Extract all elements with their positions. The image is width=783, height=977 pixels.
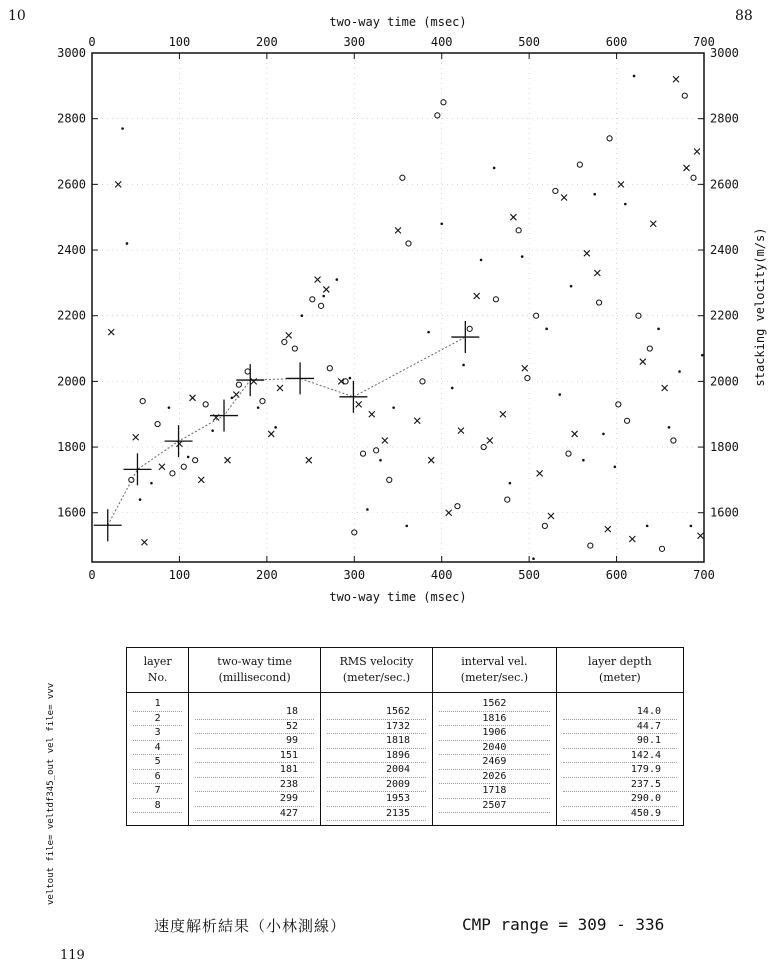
- scatter-cross: [684, 165, 690, 171]
- x-tick-label-top: 0: [88, 35, 96, 49]
- table-cell-rms-velocity: 1818: [327, 734, 426, 749]
- x-tick-label-bottom: 700: [693, 568, 715, 582]
- scatter-cross: [108, 329, 114, 335]
- scatter-cross: [584, 250, 590, 256]
- column-layer-depth: [556, 693, 683, 826]
- scatter-cross: [382, 437, 388, 443]
- scatter-cross: [605, 526, 611, 532]
- scatter-dot: [582, 459, 585, 462]
- header-two-way-time: two-way time (millisecond): [189, 648, 321, 693]
- scatter-circle: [352, 530, 357, 535]
- scatter-cross: [225, 457, 231, 463]
- velocity-pick-line: [108, 337, 466, 525]
- scatter-marks: [108, 75, 703, 560]
- table-cell-interval-vel: 2026: [439, 770, 550, 785]
- table-cell-layer-depth: 450.9: [563, 807, 677, 822]
- x-tick-label-bottom: 300: [343, 568, 366, 582]
- y-tick-label-right: 2000: [710, 374, 739, 389]
- scatter-circle: [505, 497, 510, 502]
- table-cell-layer-no: 1: [133, 697, 182, 712]
- table-cell-two-way-time: 427: [195, 807, 314, 822]
- layer-velocity-table: [126, 647, 684, 826]
- scatter-dot: [593, 193, 596, 196]
- scatter-dot: [274, 426, 277, 429]
- y-tick-label-left: 2400: [57, 243, 86, 258]
- scatter-dot: [690, 525, 693, 528]
- y-tick-label-left: 3000: [57, 46, 86, 60]
- scatter-dot: [678, 370, 681, 373]
- scatter-circle: [671, 438, 676, 443]
- scatter-circle: [181, 464, 186, 469]
- table-cell-two-way-time: 238: [195, 778, 314, 793]
- velocity-pick-crosshair: [210, 400, 238, 432]
- scatter-dot: [301, 314, 304, 317]
- scatter-cross: [548, 513, 554, 519]
- scatter-cross: [198, 477, 204, 483]
- scatter-circle: [682, 93, 687, 98]
- scatter-circle: [236, 382, 241, 387]
- scatter-cross: [251, 378, 257, 384]
- x-tick-label-bottom: 200: [256, 568, 278, 582]
- x-tick-label-bottom: 100: [168, 568, 191, 582]
- caption-cmp-range: CMP range = 309 - 336: [462, 915, 665, 934]
- table-cell-layer-depth: 179.9: [563, 763, 677, 778]
- scatter-cross: [650, 221, 656, 227]
- table-cell-rms-velocity: 2135: [327, 807, 426, 822]
- y-tick-label-left: 1800: [57, 440, 86, 455]
- file-info-side-label: veltout file= veltdf345_out vel file= vvv: [46, 682, 56, 905]
- scatter-circle: [493, 297, 498, 302]
- scatter-cross: [190, 395, 196, 401]
- scatter-dot: [558, 393, 561, 396]
- scatter-dot: [570, 285, 573, 288]
- y-tick-label-right: 2400: [710, 243, 739, 258]
- table-cell-two-way-time: 18: [195, 705, 314, 720]
- velocity-pick-crosshair: [165, 425, 193, 457]
- scatter-circle: [691, 175, 696, 180]
- scatter-cross: [537, 470, 543, 476]
- scatter-circle: [374, 448, 379, 453]
- scatter-cross: [618, 181, 624, 187]
- scatter-cross: [286, 332, 292, 338]
- scatter-dot: [480, 259, 483, 262]
- scatter-cross: [673, 76, 679, 82]
- caption-japanese: 速度解析結果（小林測線）: [154, 917, 347, 935]
- x-tick-label-top: 600: [605, 35, 628, 49]
- scatter-circle: [155, 421, 160, 426]
- table-cell-rms-velocity: 1562: [327, 705, 426, 720]
- y-tick-label-right: 2600: [710, 177, 739, 192]
- scatter-circle: [607, 136, 612, 141]
- table-cell-rms-velocity: 2004: [327, 763, 426, 778]
- table-cell-layer-depth: 290.0: [563, 792, 677, 807]
- scatter-circle: [596, 300, 601, 305]
- column-two-way-time: [189, 693, 321, 826]
- scatter-dot: [168, 406, 171, 409]
- scatter-cross: [141, 539, 147, 545]
- table-cell-layer-no: 3: [133, 726, 182, 741]
- y-tick-label-left: 2800: [57, 111, 86, 126]
- velocity-pick-crosshair: [123, 453, 151, 485]
- scatter-dot: [493, 167, 496, 170]
- table-cell-two-way-time: 299: [195, 792, 314, 807]
- scatter-circle: [245, 369, 250, 374]
- y-tick-label-left: 2000: [57, 374, 86, 389]
- scatter-circle: [577, 162, 582, 167]
- table-cell-interval-vel: 1718: [439, 784, 550, 799]
- scatter-circle: [170, 471, 175, 476]
- x-tick-label-top: 100: [168, 35, 191, 49]
- scatter-circle: [406, 241, 411, 246]
- scatter-cross: [474, 293, 480, 299]
- scatter-circle: [441, 100, 446, 105]
- table-cell-two-way-time: 151: [195, 749, 314, 764]
- scatter-circle: [636, 313, 641, 318]
- scatter-cross: [572, 431, 578, 437]
- scatter-circle: [553, 188, 558, 193]
- scatter-circle: [566, 451, 571, 456]
- scatter-circle: [481, 444, 486, 449]
- scatter-cross: [306, 457, 312, 463]
- scatter-dot: [405, 525, 408, 528]
- scatter-cross: [115, 181, 121, 187]
- velocity-pick-crosshair: [286, 362, 314, 394]
- scatter-cross: [694, 149, 700, 155]
- scatter-circle: [140, 398, 145, 403]
- scatter-circle: [387, 477, 392, 482]
- header-layer-depth: layer depth (meter): [556, 648, 683, 693]
- scatter-circle: [467, 326, 472, 331]
- scatter-dot: [646, 525, 649, 528]
- scatter-circle: [203, 402, 208, 407]
- scatter-dot: [211, 429, 214, 432]
- table-cell-rms-velocity: 1953: [327, 792, 426, 807]
- scatter-dot: [366, 508, 369, 511]
- page-number-left: 10: [8, 8, 26, 24]
- table-cell-layer-no: 7: [133, 784, 182, 799]
- table-cell-interval-vel: 1906: [439, 726, 550, 741]
- scatter-circle: [292, 346, 297, 351]
- scatter-circle: [400, 175, 405, 180]
- scatter-circle: [588, 543, 593, 548]
- scatter-circle: [616, 402, 621, 407]
- plot-frame: [92, 53, 704, 562]
- table-cell-layer-depth: 142.4: [563, 749, 677, 764]
- scatter-circle: [516, 228, 521, 233]
- table-cell-layer-no: 6: [133, 770, 182, 785]
- page-number-right: 88: [735, 8, 753, 24]
- table-cell-interval-vel: 1562: [439, 697, 550, 712]
- scatter-cross: [698, 533, 704, 539]
- table-cell-rms-velocity: 2009: [327, 778, 426, 793]
- scatter-circle: [360, 451, 365, 456]
- x-axis-label-bottom: two-way time (msec): [329, 590, 467, 604]
- x-tick-label-top: 300: [343, 35, 366, 49]
- scatter-cross: [414, 418, 420, 424]
- y-axis-label-right: stacking velocity(m/s): [753, 227, 767, 387]
- x-tick-label-top: 700: [693, 35, 715, 49]
- scatter-dot: [521, 255, 524, 258]
- scatter-dot: [336, 278, 339, 281]
- scatter-dot: [624, 203, 627, 206]
- scatter-circle: [327, 366, 332, 371]
- scatter-dot: [150, 482, 153, 485]
- scatter-cross: [662, 385, 668, 391]
- column-layer-no: [127, 693, 189, 826]
- scatter-dot: [668, 426, 671, 429]
- table-cell-two-way-time: 99: [195, 734, 314, 749]
- scatter-dot: [532, 557, 535, 560]
- y-tick-label-right: 1800: [710, 440, 739, 455]
- y-tick-label-left: 1600: [57, 505, 86, 520]
- table-cell-interval-vel: 2507: [439, 799, 550, 814]
- scatter-dot: [427, 331, 430, 334]
- x-tick-label-bottom: 0: [88, 568, 96, 582]
- scatter-dot: [187, 456, 190, 459]
- scatter-cross: [315, 277, 321, 283]
- scatter-circle: [624, 418, 629, 423]
- velocity-pick-crosshair: [236, 364, 264, 396]
- scatter-circle: [455, 504, 460, 509]
- scatter-cross: [446, 510, 452, 516]
- scatter-dot: [633, 75, 636, 78]
- scatter-dot: [349, 377, 352, 380]
- y-tick-label-right: 1600: [710, 505, 739, 520]
- y-tick-label-left: 2600: [57, 177, 86, 192]
- scatter-circle: [260, 398, 265, 403]
- table-cell-layer-depth: 14.0: [563, 705, 677, 720]
- scatter-dot: [602, 433, 605, 436]
- scatter-circle: [318, 303, 323, 308]
- table-cell-layer-no: 2: [133, 712, 182, 727]
- x-tick-label-bottom: 600: [605, 568, 628, 582]
- scatter-dot: [121, 127, 124, 130]
- scatter-cross: [561, 194, 567, 200]
- table-body-row: [127, 693, 684, 826]
- scatter-cross: [487, 437, 493, 443]
- scatter-cross: [369, 411, 375, 417]
- scatter-circle: [659, 546, 664, 551]
- table-cell-layer-depth: 237.5: [563, 778, 677, 793]
- x-tick-label-bottom: 400: [430, 568, 453, 582]
- scatter-dot: [392, 406, 395, 409]
- velocity-picks: [94, 321, 480, 541]
- scatter-cross: [356, 401, 362, 407]
- scatter-cross: [522, 365, 528, 371]
- scatter-cross: [458, 428, 464, 434]
- axis-ticks: [57, 35, 739, 582]
- y-tick-label-right: 2200: [710, 308, 739, 323]
- scatter-dot: [509, 482, 512, 485]
- velocity-pick-crosshair: [94, 509, 122, 541]
- table-cell-layer-depth: 90.1: [563, 734, 677, 749]
- scatter-cross: [277, 385, 283, 391]
- scatter-dot: [257, 406, 260, 409]
- scatter-cross: [268, 431, 274, 437]
- scatter-cross: [133, 434, 139, 440]
- velocity-pick-crosshair: [451, 321, 479, 353]
- scatter-dot: [139, 498, 142, 501]
- scatter-cross: [510, 214, 516, 220]
- scatter-dot: [126, 242, 129, 245]
- x-tick-label-top: 400: [430, 35, 453, 49]
- scatter-dot: [451, 387, 454, 390]
- scatter-dot: [440, 222, 443, 225]
- scatter-cross: [159, 464, 165, 470]
- scatter-circle: [435, 113, 440, 118]
- velocity-pick-crosshair: [339, 381, 367, 413]
- table-cell-rms-velocity: 1896: [327, 749, 426, 764]
- x-tick-label-bottom: 500: [518, 568, 540, 582]
- scatter-cross: [500, 411, 506, 417]
- scatter-cross: [428, 457, 434, 463]
- x-tick-label-top: 500: [518, 35, 540, 49]
- column-interval-velocity: [433, 693, 557, 826]
- y-tick-label-left: 2200: [57, 308, 86, 323]
- scatter-dot: [462, 364, 465, 367]
- scatter-circle: [310, 297, 315, 302]
- scatter-cross: [594, 270, 600, 276]
- table-cell-two-way-time: 181: [195, 763, 314, 778]
- handwritten-note: 119: [60, 948, 85, 963]
- scatter-dot: [231, 397, 234, 400]
- scatter-circle: [193, 458, 198, 463]
- scatter-dot: [614, 465, 617, 468]
- x-axis-label-top: two-way time (msec): [329, 15, 467, 29]
- scatter-cross: [640, 359, 646, 365]
- table-cell-layer-depth: 44.7: [563, 720, 677, 735]
- table-cell-layer-no: 5: [133, 755, 182, 770]
- table-cell-layer-no: 8: [133, 799, 182, 814]
- scatter-circle: [542, 523, 547, 528]
- header-rms-velocity: RMS velocity (meter/sec.): [320, 648, 432, 693]
- scatter-dot: [379, 459, 382, 462]
- scatter-cross: [323, 286, 329, 292]
- header-interval-velocity: interval vel. (meter/sec.): [433, 648, 557, 693]
- table-cell-interval-vel: 1816: [439, 712, 550, 727]
- table-cell-rms-velocity: 1732: [327, 720, 426, 735]
- grid: [92, 53, 704, 562]
- x-tick-label-top: 200: [256, 35, 278, 49]
- table-header-row: [127, 648, 684, 693]
- y-tick-label-right: 3000: [710, 46, 739, 60]
- scatter-cross: [629, 536, 635, 542]
- scatter-dot: [322, 295, 325, 298]
- scatter-cross: [395, 227, 401, 233]
- y-tick-label-right: 2800: [710, 111, 739, 126]
- scatter-dot: [657, 328, 660, 331]
- scatter-dot: [701, 354, 704, 357]
- scatter-dot: [545, 328, 548, 331]
- table-cell-two-way-time: 52: [195, 720, 314, 735]
- header-layer-no: layer No.: [127, 648, 189, 693]
- table-cell-interval-vel: 2040: [439, 741, 550, 756]
- table-cell-interval-vel: 2469: [439, 755, 550, 770]
- table-cell-layer-no: 4: [133, 741, 182, 756]
- scatter-circle: [282, 339, 287, 344]
- scatter-circle: [647, 346, 652, 351]
- column-rms-velocity: [320, 693, 432, 826]
